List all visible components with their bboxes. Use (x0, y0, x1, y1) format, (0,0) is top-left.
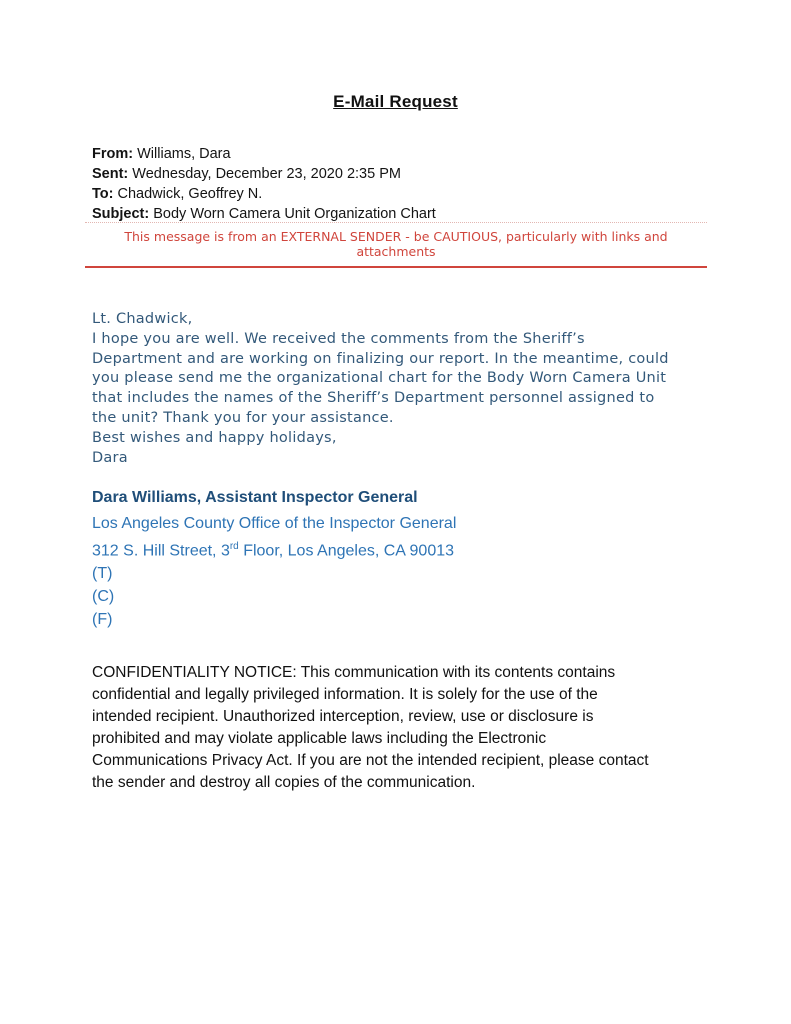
notice-line: Communications Privacy Act. If you are not the intended recipient, please contact (92, 752, 649, 769)
notice-line: intended recipient. Unauthorized interception, review, use or disclosure is (92, 708, 594, 725)
header-to-label: To: (92, 186, 114, 202)
body-line: that includes the names of the Sheriff’s Department personnel assigned to (92, 390, 655, 407)
body-line: I hope you are well. We received the comments from the Sheriff’s (92, 330, 585, 347)
notice-line: prohibited and may violate applicable laws including the Electronic (92, 730, 547, 747)
signature-address-ordinal: rd (229, 541, 239, 552)
body-line: Lt. Chadwick, (92, 311, 193, 327)
body-line: Department and are working on finalizing our report. In the meantime, could (92, 350, 669, 367)
header-from (92, 144, 436, 164)
notice-line: CONFIDENTIALITY NOTICE: This communication with its contents contains (92, 664, 616, 681)
header-sent-value: Wednesday, December 23, 2020 2:35 PM (132, 166, 401, 182)
body-line: you please send me the organizational chart for the Body Worn Camera Unit (92, 370, 667, 387)
header-subject-value: Body Worn Camera Unit Organization Chart (153, 206, 436, 222)
header-sent-label: Sent: (92, 166, 129, 182)
notice-line: the sender and destroy all copies of the communication. (92, 774, 476, 791)
signature-block (92, 486, 712, 631)
signature-phone-f: (F) (92, 611, 113, 629)
header-subject (92, 204, 436, 224)
header-from-value: Williams, Dara (137, 146, 231, 162)
signature-organization: Los Angeles County Office of the Inspector General (92, 515, 457, 532)
email-header-block (92, 144, 436, 224)
signature-name: Dara Williams, Assistant Inspector General (92, 489, 418, 506)
header-sent (92, 164, 436, 184)
confidentiality-notice (92, 662, 717, 794)
notice-line: confidential and legally privileged information. It is solely for the use of the (92, 686, 598, 703)
signature-phone-t: (T) (92, 565, 113, 583)
body-line: Dara (92, 449, 128, 466)
signature-phone-c: (C) (92, 588, 115, 606)
body-line: the unit? Thank you for your assistance. (92, 409, 394, 426)
external-sender-warning-banner: This message is from an EXTERNAL SENDER - be CAUTIOUS, particularly with links and attachments (85, 222, 707, 268)
email-message-body (92, 310, 732, 468)
header-subject-label: Subject: (92, 206, 150, 222)
signature-address-prefix: 312 S. Hill Street, 3 (92, 542, 230, 560)
signature-address-suffix: Floor, Los Angeles, CA 90013 (238, 542, 455, 560)
page-title: E-Mail Request (333, 92, 458, 111)
signature-address (92, 535, 712, 562)
header-from-label: From: (92, 146, 134, 162)
header-to-value: Chadwick, Geoffrey N. (117, 186, 263, 202)
body-line: Best wishes and happy holidays, (92, 429, 337, 446)
header-to (92, 184, 436, 204)
